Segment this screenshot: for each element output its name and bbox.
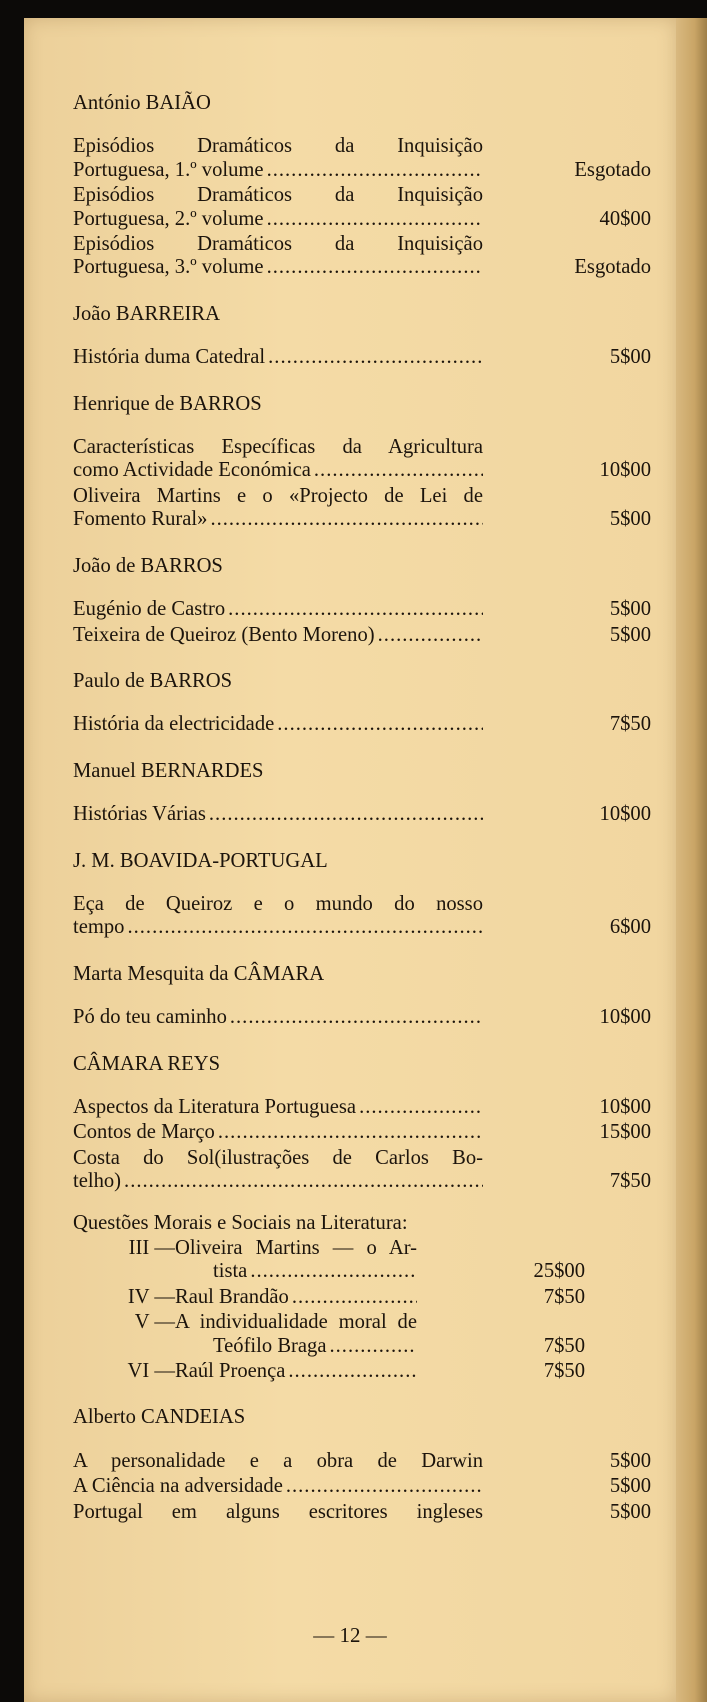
entry-row [73, 1096, 651, 1119]
dot-leaders [288, 1360, 417, 1383]
entry-price: 10$00 [599, 459, 651, 482]
entry-row [73, 159, 651, 182]
entry-row [175, 1360, 585, 1383]
entry-title: Pó do teu caminho [73, 1006, 227, 1029]
entry-title-line [73, 1501, 483, 1524]
catalog-entry [73, 346, 651, 369]
catalog-entry [73, 598, 651, 621]
entry-row [73, 1475, 651, 1498]
entry-price: 7$50 [609, 713, 651, 736]
dot-leaders [378, 624, 483, 647]
dot-leaders [267, 159, 483, 182]
dot-leaders [127, 916, 483, 939]
entry-title: tista [213, 1260, 248, 1283]
author-section [73, 760, 651, 827]
series-title: Questões Morais e Sociais na Literatura: [73, 1211, 408, 1234]
entry-row [73, 508, 651, 531]
author-section [73, 92, 651, 280]
series-entry [7, 1237, 651, 1284]
dot-leaders [210, 508, 483, 531]
series-entry [7, 1311, 651, 1358]
em-dash: — [149, 1285, 175, 1308]
catalog-entry [73, 1096, 651, 1119]
catalog-entry [73, 184, 651, 231]
entry-title-line [73, 1006, 483, 1029]
catalog-entry [73, 1121, 651, 1144]
dot-leaders [267, 208, 483, 231]
entry-row [73, 1121, 651, 1144]
entry-price: 15$00 [599, 1121, 651, 1144]
entry-title-line: Episódios Dramáticos da Inquisição [73, 233, 483, 256]
page-number: — 12 — [313, 1623, 387, 1647]
author-section [73, 1406, 651, 1524]
series-entry [7, 1360, 651, 1383]
entry-title: Portuguesa, 1.º volume [73, 158, 264, 181]
entry-title-line [73, 803, 483, 826]
dot-leaders [218, 1121, 483, 1144]
catalog-entry [73, 893, 651, 940]
entry-row [73, 1450, 651, 1473]
author-section [73, 850, 651, 940]
entry-title-line [73, 256, 483, 279]
dot-leaders [267, 256, 483, 279]
entry-row [73, 459, 651, 482]
dot-leaders [230, 1006, 483, 1029]
catalog-entry [73, 135, 651, 182]
author-name: Manuel BERNARDES [73, 759, 264, 782]
entry-title: telho) [73, 1170, 122, 1193]
entry-row [73, 916, 651, 939]
series-body [175, 1286, 585, 1309]
author-name: João BARREIRA [73, 302, 221, 325]
entry-title: Portuguesa, 3.º volume [73, 256, 264, 279]
catalog-entry [73, 1147, 651, 1194]
author-name: Marta Mesquita da CÂMARA [73, 962, 325, 985]
catalog-entry [73, 233, 651, 280]
entry-title: A Ciência na adversidade [73, 1475, 283, 1498]
author-name: J. M. BOAVIDA-PORTUGAL [73, 849, 328, 872]
entry-price: 7$50 [543, 1334, 585, 1357]
entry-title-line [175, 1360, 417, 1383]
entry-price: 5$00 [609, 1449, 651, 1472]
catalog-entry [73, 485, 651, 532]
series-number [7, 1311, 175, 1334]
entry-row [213, 1260, 585, 1283]
entry-price: 5$00 [609, 508, 651, 531]
entry-row [73, 803, 651, 826]
series-number [7, 1286, 175, 1309]
entry-title: A personalidade e a obra de Darwin [73, 1449, 483, 1472]
author-name: CÂMARA REYS [73, 1052, 221, 1075]
series-body [175, 1237, 585, 1284]
author-section [73, 555, 651, 647]
series-number [7, 1237, 175, 1260]
series-title-line: Oliveira Martins — o Ar- [175, 1237, 417, 1259]
entry-price: 10$00 [599, 1095, 651, 1118]
catalog-entry [73, 436, 651, 483]
entry-price: 5$00 [609, 1500, 651, 1523]
entry-price: 7$50 [543, 1360, 585, 1383]
entry-title: Eugénio de Castro [73, 598, 226, 621]
author-name: Henrique de BARROS [73, 392, 262, 415]
entry-price: 7$50 [543, 1285, 585, 1308]
entry-price: 6$00 [609, 916, 651, 939]
author-section [73, 303, 651, 370]
dot-leaders [314, 459, 483, 482]
entry-price: 5$00 [609, 598, 651, 621]
author-name: Alberto CANDEIAS [73, 1406, 246, 1429]
dot-leaders [124, 1170, 483, 1193]
entry-title: Histórias Várias [73, 803, 206, 826]
series-body [175, 1360, 585, 1383]
entry-row [73, 1170, 651, 1193]
series-number-text: IV [127, 1285, 150, 1308]
entry-title-line [213, 1260, 417, 1283]
entry-title: como Actividade Económica [73, 459, 311, 482]
entry-title: Fomento Rural» [73, 508, 208, 531]
dot-leaders [228, 598, 483, 621]
series-entry [7, 1286, 651, 1309]
entry-price: 5$00 [609, 623, 651, 646]
entry-title-line [73, 208, 483, 231]
dot-leaders [209, 803, 483, 826]
entry-title: História da electricidade [73, 713, 275, 736]
series-number-text: V [134, 1311, 150, 1334]
series-number-text: III [128, 1237, 150, 1259]
entry-price: 25$00 [533, 1260, 585, 1283]
series-number [7, 1360, 175, 1383]
entry-title-line [73, 1170, 483, 1193]
catalog-entry [73, 1450, 651, 1473]
dot-leaders [250, 1260, 417, 1283]
entry-row [73, 1501, 651, 1524]
author-section [73, 963, 651, 1030]
entry-title: História duma Catedral [73, 346, 266, 369]
entry-title-line: Oliveira Martins e o «Projecto de Lei de [73, 484, 483, 507]
catalog-entry [73, 1475, 651, 1498]
catalog-entry [73, 624, 651, 647]
entry-row [73, 598, 651, 621]
author-section [73, 670, 651, 737]
entry-row [73, 713, 651, 736]
em-dash: — [149, 1311, 175, 1334]
entry-row [175, 1286, 585, 1309]
dot-leaders [277, 713, 483, 736]
entry-price: 10$00 [599, 1006, 651, 1029]
entry-title: Raúl Proença [175, 1360, 286, 1383]
em-dash: — [149, 1360, 175, 1383]
entry-title: Teixeira de Queiroz (Bento Moreno) [73, 623, 375, 646]
entry-title: Portugal em alguns escritores ingleses [73, 1500, 483, 1523]
catalog-entry [73, 803, 651, 826]
entry-row [73, 346, 651, 369]
entry-title: Portuguesa, 2.º volume [73, 207, 264, 230]
author-name: João de BARROS [73, 554, 223, 577]
series-number-text: VI [127, 1360, 150, 1383]
entry-title-line [73, 159, 483, 182]
entry-price: Esgotado [574, 158, 651, 181]
entry-price: 10$00 [599, 803, 651, 826]
entry-row [73, 256, 651, 279]
entry-title-line [73, 508, 483, 531]
entry-row [73, 624, 651, 647]
entry-price: Esgotado [574, 256, 651, 279]
series-title-line: A individualidade moral de [175, 1311, 417, 1334]
entry-title: Contos de Março [73, 1121, 215, 1144]
author-section [73, 393, 651, 532]
entry-title: Teófilo Braga [213, 1334, 327, 1357]
author-name: António BAIÃO [73, 92, 211, 114]
entry-price: 40$00 [599, 207, 651, 230]
entry-title-line [73, 1475, 483, 1498]
entry-row [73, 208, 651, 231]
entry-row [213, 1335, 585, 1358]
series-body [175, 1311, 585, 1358]
entry-title-line: Características Específicas da Agricultura [73, 436, 483, 459]
entry-title-line [175, 1286, 417, 1309]
catalog-entry [73, 1501, 651, 1524]
entry-price: 7$50 [609, 1170, 651, 1193]
entry-title: Raul Brandão [175, 1285, 289, 1308]
catalog-entry [73, 713, 651, 736]
catalog-entry [73, 1006, 651, 1029]
dot-leaders [292, 1286, 417, 1309]
dot-leaders [286, 1475, 483, 1498]
entry-title-line [213, 1335, 417, 1358]
entry-title-line [73, 916, 483, 939]
entry-title-line [73, 346, 483, 369]
entry-title-line [73, 1121, 483, 1144]
em-dash: — [149, 1237, 175, 1259]
entry-title-line: Episódios Dramáticos da Inquisição [73, 135, 483, 158]
page-edge [676, 18, 707, 1702]
entry-price: 5$00 [609, 346, 651, 369]
dot-leaders [330, 1335, 418, 1358]
book-catalog [73, 92, 651, 1547]
dot-leaders [268, 346, 483, 369]
entry-title: Aspectos da Literatura Portuguesa [73, 1095, 357, 1118]
entry-title-line [73, 459, 483, 482]
entry-title-line: Costa do Sol(ilustrações de Carlos Bo- [73, 1146, 483, 1169]
entry-row [73, 1006, 651, 1029]
entry-title-line: Eça de Queiroz e o mundo do nosso [73, 892, 483, 915]
entry-title-line [73, 598, 483, 621]
entry-title-line [73, 713, 483, 736]
entry-title-line [73, 624, 483, 647]
entry-title: tempo [73, 916, 125, 939]
entry-title-line [73, 1450, 483, 1473]
dot-leaders [359, 1096, 483, 1119]
author-name: Paulo de BARROS [73, 669, 233, 692]
entry-title-line: Episódios Dramáticos da Inquisição [73, 184, 483, 207]
author-section [73, 1053, 651, 1384]
entry-title-line [73, 1096, 483, 1119]
entry-price: 5$00 [609, 1475, 651, 1498]
